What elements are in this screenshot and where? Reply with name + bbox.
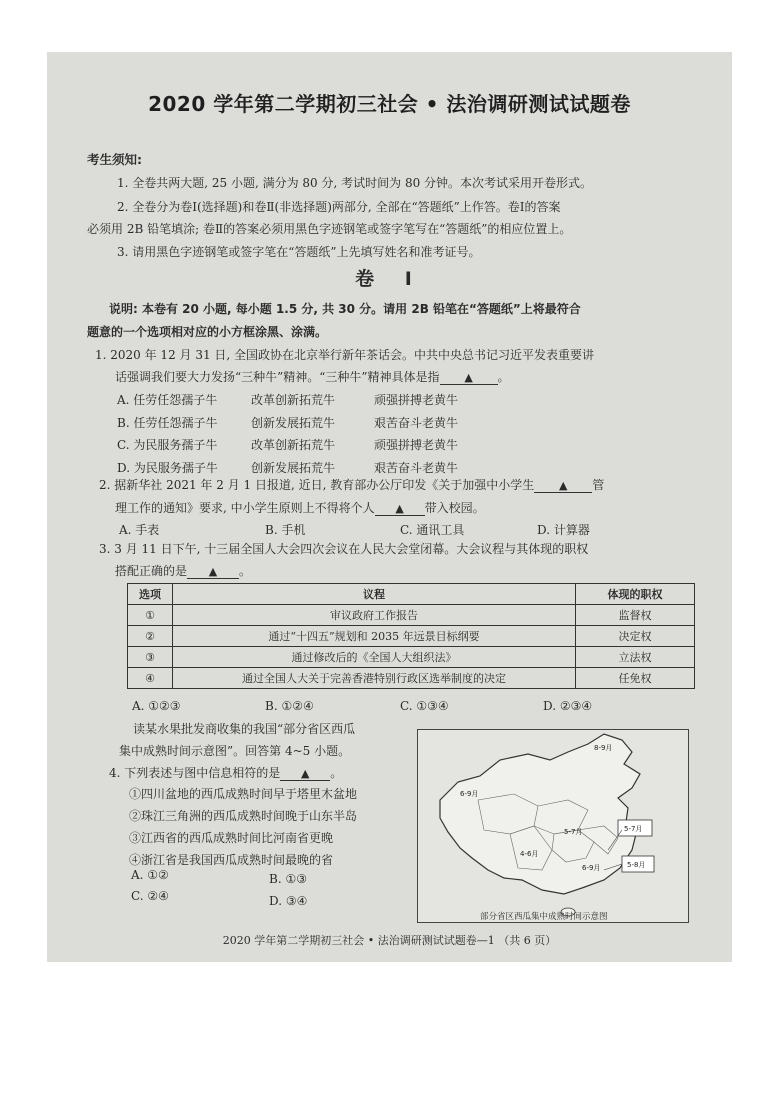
- q2-option-c: C. 通讯工具: [400, 523, 465, 537]
- blank-triangle-icon: ▲: [301, 767, 310, 780]
- q4-statement-1: ①四川盆地的西瓜成熟时间早于塔里木盆地: [129, 787, 358, 801]
- table-header: 体现的职权: [576, 584, 695, 605]
- volume-title: 卷 Ⅰ: [355, 268, 424, 290]
- q3-stem-1: 3. 3 月 11 日下午, 十三届全国人大会四次会议在人民大会堂闭幕。大会议程与其体现的职权: [99, 542, 589, 556]
- q4-option-b: B. ①③: [269, 872, 307, 886]
- exam-page: [47, 52, 732, 962]
- table-cell: 任免权: [576, 668, 695, 689]
- q4-end: 。: [330, 766, 343, 780]
- table-cell: ②: [128, 626, 173, 647]
- q1-option-d-3: 艰苦奋斗老黄牛: [374, 461, 459, 475]
- q4-stem-text: 4. 下列表述与图中信息相符的是: [109, 766, 281, 780]
- q45-intro-1: 读某水果批发商收集的我国“部分省区西瓜: [133, 722, 356, 736]
- map-label-northeast: 8-9月: [594, 744, 613, 752]
- q4-option-c: C. ②④: [131, 889, 169, 903]
- q4-statement-4: ④浙江省是我国西瓜成熟时间最晚的省: [129, 853, 334, 867]
- q2-option-b: B. 手机: [265, 523, 306, 537]
- map-label-sichuan: 4-6月: [520, 850, 539, 858]
- table-cell: 监督权: [576, 605, 695, 626]
- q1-option-b-3: 艰苦奋斗老黄牛: [374, 416, 459, 430]
- table-header: 选项: [128, 584, 173, 605]
- table-cell: 审议政府工作报告: [173, 605, 576, 626]
- map-label-xinjiang: 6-9月: [460, 790, 479, 798]
- q2-stem-1: [99, 476, 604, 493]
- q3-option-a: A. ①②③: [132, 699, 181, 713]
- table-cell: ①: [128, 605, 173, 626]
- instructions-line-1: 说明: 本卷有 20 小题, 每小题 1.5 分, 共 30 分。请用 2B 铅笔在“答题纸”上将最符合: [109, 302, 581, 316]
- q2-option-a: A. 手表: [119, 523, 160, 537]
- q2-answer-blank-1: [534, 478, 592, 493]
- q4-statement-2: ②珠江三角洲的西瓜成熟时间晚于山东半岛: [129, 809, 358, 823]
- table-cell: ④: [128, 668, 173, 689]
- map-label-henan: 5-7月: [564, 828, 583, 836]
- table-cell: ③: [128, 647, 173, 668]
- page-title: 2020 学年第二学期初三社会 • 法治调研测试试题卷: [148, 92, 631, 116]
- q4-stem: [109, 764, 342, 781]
- map-label-zhejiang: 5-8月: [627, 861, 646, 869]
- q1-option-d-2: 创新发展拓荒牛: [251, 461, 336, 475]
- table-cell: 立法权: [576, 647, 695, 668]
- map-label-shandong: 5-7月: [624, 825, 643, 833]
- q45-intro-2: 集中成熟时间示意图”。回答第 4~5 小题。: [119, 744, 351, 758]
- q4-answer-blank: [280, 766, 330, 781]
- q4-statement-3: ③江西省的西瓜成熟时间比河南省更晚: [129, 831, 334, 845]
- notice-line-1: 1. 全卷共两大题, 25 小题, 满分为 80 分, 考试时间为 80 分钟。本次考试采用开卷形式。: [117, 176, 593, 190]
- q2-stem-2-end: 带入校园。: [424, 501, 485, 515]
- q1-option-a-2: 改革创新拓荒牛: [251, 393, 336, 407]
- q3-table: [127, 583, 695, 689]
- q3-answer-blank: [187, 564, 239, 579]
- notice-line-2: 2. 全卷分为卷Ⅰ(选择题)和卷Ⅱ(非选择题)两部分, 全部在“答题纸”上作答。卷Ⅰ的答案: [117, 200, 561, 214]
- q1-answer-blank: [440, 370, 498, 385]
- q1-option-d-1: D. 为民服务孺子牛: [117, 461, 218, 475]
- q1-end: 。: [497, 370, 510, 384]
- q1-option-c-1: C. 为民服务孺子牛: [117, 438, 218, 452]
- q2-stem-2-text: 理工作的通知》要求, 中小学生原则上不得将个人: [115, 501, 375, 515]
- q4-option-a: A. ①②: [131, 868, 169, 882]
- q3-option-c: C. ①③④: [400, 699, 449, 713]
- page-footer: 2020 学年第二学期初三社会 • 法治调研测试试题卷—1 （共 6 页）: [222, 934, 557, 947]
- table-cell: 决定权: [576, 626, 695, 647]
- blank-triangle-icon: ▲: [395, 502, 404, 515]
- blank-triangle-icon: ▲: [464, 371, 473, 384]
- q1-option-b-1: B. 任劳任怨孺子牛: [117, 416, 218, 430]
- china-outline-map: [418, 730, 688, 922]
- table-row: [128, 668, 695, 689]
- q1-stem-2-text: 话强调我们要大力发扬“三种牛”精神。“三种牛”精神具体是指: [115, 370, 440, 384]
- map-label-jiangxi: 6-9月: [582, 864, 601, 872]
- table-cell: 通过全国人大关于完善香港特别行政区选举制度的决定: [173, 668, 576, 689]
- q1-option-a-1: A. 任劳任怨孺子牛: [117, 393, 218, 407]
- q3-stem-2-text: 搭配正确的是: [115, 564, 188, 578]
- instructions-line-2: 题意的一个选项相对应的小方框涂黑、涂满。: [87, 325, 328, 339]
- q3-end: 。: [239, 564, 252, 578]
- q4-option-d: D. ③④: [269, 894, 308, 908]
- blank-triangle-icon: ▲: [559, 479, 568, 492]
- q2-stem-1-end: 管: [592, 478, 605, 492]
- table-row: [128, 605, 695, 626]
- q2-stem-2: [115, 499, 485, 516]
- q1-option-c-3: 顽强拼搏老黄牛: [374, 438, 459, 452]
- table-header: 议程: [173, 584, 576, 605]
- q2-answer-blank-2: [375, 501, 425, 516]
- q3-option-d: D. ②③④: [543, 699, 593, 713]
- q2-stem-1-text: 2. 据新华社 2021 年 2 月 1 日报道, 近日, 教育部办公厅印发《关于加强中小学生: [99, 478, 535, 492]
- table-cell: 通过“十四五”规划和 2035 年远景目标纲要: [173, 626, 576, 647]
- q1-stem-1: 1. 2020 年 12 月 31 日, 全国政协在北京举行新年茶话会。中共中央总书记习近平发表重要讲: [95, 348, 595, 362]
- table-header-row: [128, 584, 695, 605]
- q3-option-b: B. ①②④: [265, 699, 314, 713]
- q2-option-d: D. 计算器: [537, 523, 590, 537]
- q1-option-a-3: 顽强拼搏老黄牛: [374, 393, 459, 407]
- q3-stem-2: [115, 562, 251, 579]
- notice-line-3: 3. 请用黑色字迹钢笔或签字笔在“答题纸”上先填写姓名和准考证号。: [117, 245, 481, 259]
- blank-triangle-icon: ▲: [208, 565, 218, 578]
- table-row: [128, 626, 695, 647]
- watermelon-ripening-map: [417, 729, 689, 923]
- q1-option-b-2: 创新发展拓荒牛: [251, 416, 336, 430]
- table-row: [128, 647, 695, 668]
- table-cell: 通过修改后的《全国人大组织法》: [173, 647, 576, 668]
- notice-heading: 考生须知:: [87, 152, 142, 167]
- q1-stem-2: [115, 368, 510, 385]
- notice-line-2-cont: 必须用 2B 铅笔填涂; 卷Ⅱ的答案必须用黑色字迹钢笔或签字笔写在“答题纸”的相应位置上。: [87, 222, 572, 236]
- q1-option-c-2: 改革创新拓荒牛: [251, 438, 336, 452]
- map-caption: 部分省区西瓜集中成熟时间示意图: [480, 912, 608, 922]
